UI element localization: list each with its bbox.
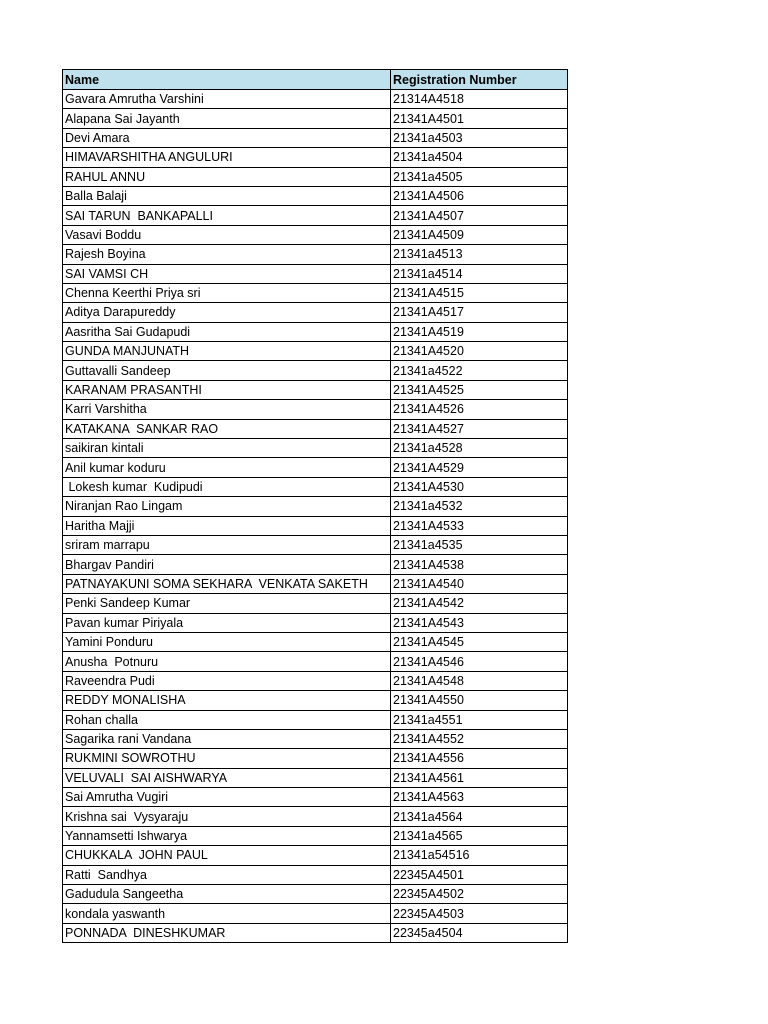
student-name-cell: Raveendra Pudi <box>63 671 391 690</box>
student-name-cell: Alapana Sai Jayanth <box>63 109 391 128</box>
registration-number-cell: 21341a4532 <box>391 497 568 516</box>
registration-number-cell: 21341A4530 <box>391 477 568 496</box>
table-row <box>63 865 568 884</box>
table-row <box>63 749 568 768</box>
student-name-cell: sriram marrapu <box>63 535 391 554</box>
registration-number-cell: 21341A4515 <box>391 283 568 302</box>
table-row <box>63 477 568 496</box>
student-name-cell: Lokesh kumar Kudipudi <box>63 477 391 496</box>
table-row <box>63 729 568 748</box>
student-name-cell: Aditya Darapureddy <box>63 303 391 322</box>
table-row <box>63 923 568 942</box>
student-name-cell: SAI VAMSI CH <box>63 264 391 283</box>
table-row <box>63 885 568 904</box>
registration-number-cell: 21341a54516 <box>391 846 568 865</box>
header-row <box>63 70 568 90</box>
table-row <box>63 458 568 477</box>
student-name-cell: Karri Varshitha <box>63 400 391 419</box>
registration-number-cell: 21341A4552 <box>391 729 568 748</box>
registration-number-cell: 21341a4564 <box>391 807 568 826</box>
student-name-cell: Rajesh Boyina <box>63 245 391 264</box>
student-name-cell: kondala yaswanth <box>63 904 391 923</box>
registration-number-cell: 21341A4561 <box>391 768 568 787</box>
table-row <box>63 148 568 167</box>
table-row <box>63 594 568 613</box>
table-row <box>63 632 568 651</box>
student-name-cell: VELUVALI SAI AISHWARYA <box>63 768 391 787</box>
table-row <box>63 535 568 554</box>
table-row <box>63 322 568 341</box>
student-name-cell: Ratti Sandhya <box>63 865 391 884</box>
table-row <box>63 613 568 632</box>
registration-number-cell: 22345A4501 <box>391 865 568 884</box>
registration-number-cell: 21341A4526 <box>391 400 568 419</box>
table-row <box>63 361 568 380</box>
table-row <box>63 710 568 729</box>
table-row <box>63 186 568 205</box>
student-name-cell: Gavara Amrutha Varshini <box>63 90 391 109</box>
student-name-cell: Balla Balaji <box>63 186 391 205</box>
student-name-cell: Niranjan Rao Lingam <box>63 497 391 516</box>
registration-number-cell: 21341a4535 <box>391 535 568 554</box>
registration-number-cell: 21341A4563 <box>391 788 568 807</box>
student-name-cell: PONNADA DINESHKUMAR <box>63 923 391 942</box>
name-column-header: Name <box>63 70 391 90</box>
student-name-cell: Sagarika rani Vandana <box>63 729 391 748</box>
registration-number-cell: 21341A4520 <box>391 342 568 361</box>
registration-number-column-header: Registration Number <box>391 70 568 90</box>
student-name-cell: PATNAYAKUNI SOMA SEKHARA VENKATA SAKETH <box>63 574 391 593</box>
registration-number-cell: 21341A4506 <box>391 186 568 205</box>
table-row <box>63 264 568 283</box>
registration-number-cell: 22345A4503 <box>391 904 568 923</box>
student-name-cell: REDDY MONALISHA <box>63 691 391 710</box>
table-row <box>63 574 568 593</box>
student-name-cell: HIMAVARSHITHA ANGULURI <box>63 148 391 167</box>
student-name-cell: Guttavalli Sandeep <box>63 361 391 380</box>
table-row <box>63 342 568 361</box>
student-name-cell: Krishna sai Vysyaraju <box>63 807 391 826</box>
registration-number-cell: 21341A4538 <box>391 555 568 574</box>
student-name-cell: Sai Amrutha Vugiri <box>63 788 391 807</box>
registration-number-cell: 21341A4517 <box>391 303 568 322</box>
registration-number-cell: 21341a4551 <box>391 710 568 729</box>
student-name-cell: Anil kumar koduru <box>63 458 391 477</box>
student-name-cell: Devi Amara <box>63 128 391 147</box>
student-name-cell: Penki Sandeep Kumar <box>63 594 391 613</box>
registration-number-cell: 21341a4565 <box>391 826 568 845</box>
table-row <box>63 109 568 128</box>
registration-number-cell: 21341A4550 <box>391 691 568 710</box>
registration-table <box>62 69 568 943</box>
table-row <box>63 439 568 458</box>
student-name-cell: Yannamsetti Ishwarya <box>63 826 391 845</box>
student-name-cell: SAI TARUN BANKAPALLI <box>63 206 391 225</box>
table-body <box>63 90 568 943</box>
registration-number-cell: 21341a4513 <box>391 245 568 264</box>
table-row <box>63 904 568 923</box>
student-name-cell: Chenna Keerthi Priya sri <box>63 283 391 302</box>
registration-number-cell: 21341A4527 <box>391 419 568 438</box>
student-name-cell: RAHUL ANNU <box>63 167 391 186</box>
registration-number-cell: 21341A4548 <box>391 671 568 690</box>
table-row <box>63 497 568 516</box>
registration-number-cell: 21341a4505 <box>391 167 568 186</box>
table-row <box>63 768 568 787</box>
table-row <box>63 380 568 399</box>
registration-number-cell: 21341A4542 <box>391 594 568 613</box>
student-name-cell: Bhargav Pandiri <box>63 555 391 574</box>
student-name-cell: Anusha Potnuru <box>63 652 391 671</box>
registration-number-cell: 21341A4543 <box>391 613 568 632</box>
table-row <box>63 206 568 225</box>
student-name-cell: Rohan challa <box>63 710 391 729</box>
table-row <box>63 846 568 865</box>
table-row <box>63 691 568 710</box>
student-name-cell: Aasritha Sai Gudapudi <box>63 322 391 341</box>
student-name-cell: CHUKKALA JOHN PAUL <box>63 846 391 865</box>
table-row <box>63 652 568 671</box>
student-name-cell: KATAKANA SANKAR RAO <box>63 419 391 438</box>
table-row <box>63 788 568 807</box>
registration-number-cell: 21341a4514 <box>391 264 568 283</box>
table-row <box>63 283 568 302</box>
student-name-cell: Haritha Majji <box>63 516 391 535</box>
registration-number-cell: 21341A4556 <box>391 749 568 768</box>
student-name-cell: Gadudula Sangeetha <box>63 885 391 904</box>
student-name-cell: saikiran kintali <box>63 439 391 458</box>
registration-number-cell: 21341A4545 <box>391 632 568 651</box>
table-row <box>63 419 568 438</box>
registration-number-cell: 21341A4529 <box>391 458 568 477</box>
table-row <box>63 516 568 535</box>
registration-number-cell: 21341A4525 <box>391 380 568 399</box>
registration-number-cell: 21341a4503 <box>391 128 568 147</box>
table-row <box>63 90 568 109</box>
registration-number-cell: 21341A4509 <box>391 225 568 244</box>
table-row <box>63 400 568 419</box>
student-name-cell: Yamini Ponduru <box>63 632 391 651</box>
student-name-cell: Pavan kumar Piriyala <box>63 613 391 632</box>
table-row <box>63 555 568 574</box>
student-name-cell: RUKMINI SOWROTHU <box>63 749 391 768</box>
table-row <box>63 225 568 244</box>
registration-number-cell: 22345A4502 <box>391 885 568 904</box>
table-row <box>63 245 568 264</box>
student-name-cell: KARANAM PRASANTHI <box>63 380 391 399</box>
table-row <box>63 128 568 147</box>
registration-number-cell: 21341A4540 <box>391 574 568 593</box>
registration-number-cell: 21341a4504 <box>391 148 568 167</box>
registration-number-cell: 21341A4533 <box>391 516 568 535</box>
registration-number-cell: 21341A4507 <box>391 206 568 225</box>
table-row <box>63 303 568 322</box>
table-row <box>63 671 568 690</box>
registration-number-cell: 22345a4504 <box>391 923 568 942</box>
registration-number-cell: 21341a4522 <box>391 361 568 380</box>
table-row <box>63 826 568 845</box>
table-row <box>63 807 568 826</box>
registration-number-cell: 21341A4546 <box>391 652 568 671</box>
student-name-cell: GUNDA MANJUNATH <box>63 342 391 361</box>
registration-number-cell: 21341A4501 <box>391 109 568 128</box>
registration-number-cell: 21341A4519 <box>391 322 568 341</box>
registration-number-cell: 21314A4518 <box>391 90 568 109</box>
registration-number-cell: 21341a4528 <box>391 439 568 458</box>
student-name-cell: Vasavi Boddu <box>63 225 391 244</box>
table-row <box>63 167 568 186</box>
